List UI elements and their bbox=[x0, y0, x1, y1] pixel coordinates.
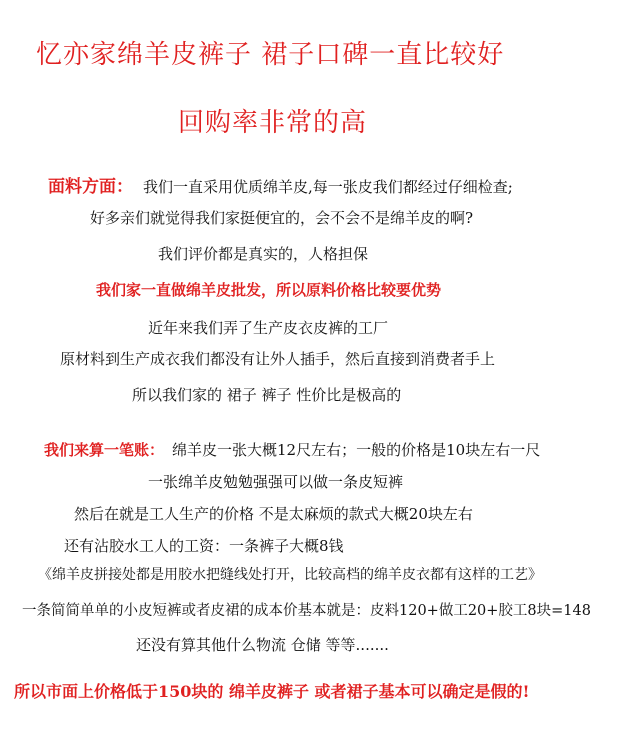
fabric-line-1 bbox=[48, 177, 513, 197]
fabric-text-1: 我们一直采用优质绵羊皮,每一张皮我们都经过仔细检查; bbox=[143, 178, 513, 196]
title-line-1: 忆亦家绵羊皮裤子 裙子口碑一直比较好 bbox=[36, 40, 505, 70]
account-line-7: 还没有算其他什么物流 仓储 等等....... bbox=[136, 636, 389, 654]
account-text-1: 绵羊皮一张大概12尺左右；一般的价格是10块左右一尺 bbox=[172, 441, 541, 459]
fabric-line-3: 我们评价都是真实的，人格担保 bbox=[158, 245, 369, 263]
fabric-line-5: 近年来我们弄了生产皮衣皮裤的工厂 bbox=[148, 319, 389, 337]
conclusion-text: 所以市面上价格低于150块的 绵羊皮裤子 或者裙子基本可以确定是假的! bbox=[14, 682, 530, 701]
fabric-line-7: 所以我们家的 裙子 裤子 性价比是极高的 bbox=[132, 386, 402, 404]
fabric-line-4: 我们家一直做绵羊皮批发，所以原料价格比较要优势 bbox=[96, 281, 442, 299]
account-line-6: 一条简简单单的小皮短裤或者皮裙的成本价基本就是：皮料120+做工20+胶工8块=148 bbox=[22, 603, 591, 619]
account-line-3: 然后在就是工人生产的价格 不是太麻烦的款式大概20块左右 bbox=[74, 505, 473, 523]
account-line-5: 《绵羊皮拼接处都是用胶水把缝线处打开，比较高档的绵羊皮衣都有这样的工艺》 bbox=[38, 567, 542, 583]
account-line-1 bbox=[44, 441, 540, 459]
account-heading: 我们来算一笔账： bbox=[44, 441, 165, 459]
fabric-line-6: 原材料到生产成衣我们都没有让外人插手，然后直接到消费者手上 bbox=[60, 350, 496, 368]
fabric-heading: 面料方面： bbox=[48, 177, 133, 197]
fabric-line-2: 好多亲们就觉得我们家挺便宜的，会不会不是绵羊皮的啊? bbox=[90, 209, 474, 227]
title-line-2: 回购率非常的高 bbox=[178, 108, 368, 138]
account-line-4: 还有沾胶水工人的工资：一条裤子大概8钱 bbox=[64, 537, 344, 555]
account-line-2: 一张绵羊皮勉勉强强可以做一条皮短裤 bbox=[148, 473, 404, 491]
